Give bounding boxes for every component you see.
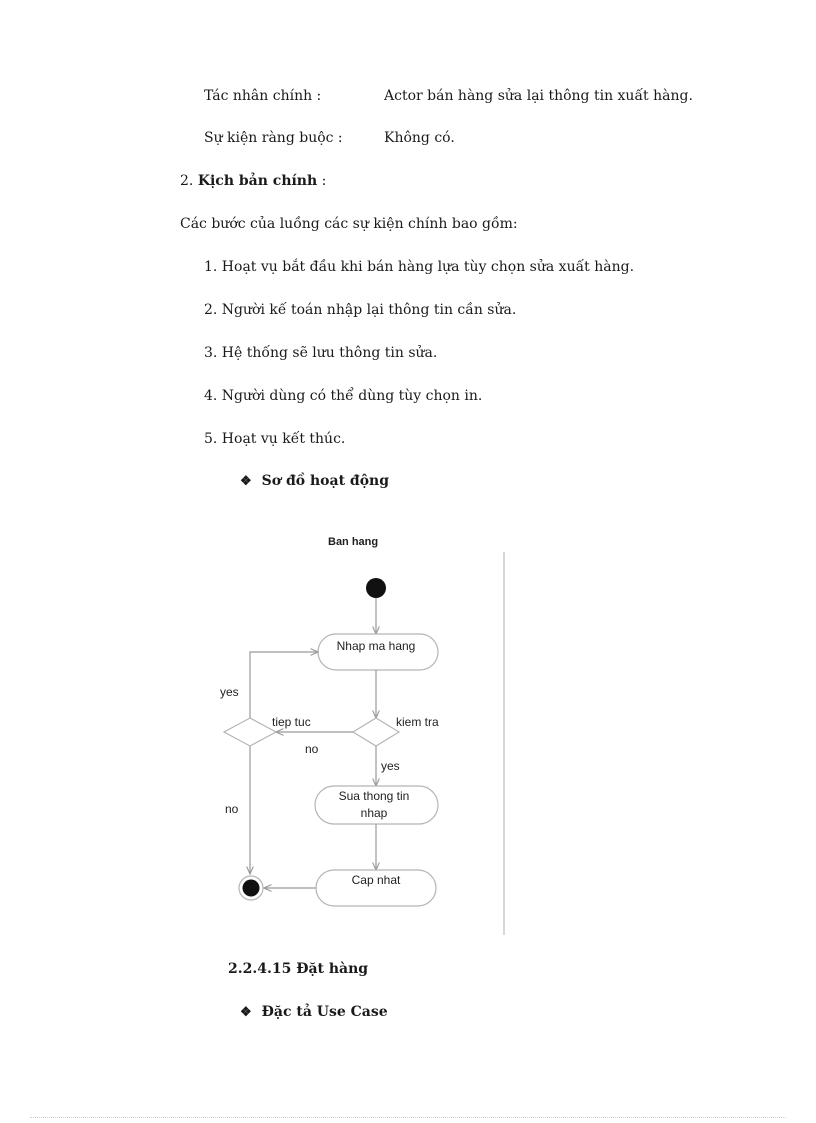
decision-continue-label: tiep tuc <box>272 715 311 729</box>
swimlane-title: Ban hang <box>328 536 379 548</box>
guard-continue-no: no <box>225 802 239 816</box>
page-bottom-rule <box>30 1117 786 1118</box>
decision-check <box>353 718 399 746</box>
section-title: Kịch bản chính <box>197 173 318 189</box>
activity-update-label: Cap nhat <box>351 873 401 887</box>
field-value-main-actor: Actor bán hàng sửa lại thông tin xuất hàng. <box>384 88 693 104</box>
subsection-heading: 2.2.4.15 Đặt hàng <box>228 961 369 977</box>
decision-continue <box>224 718 276 746</box>
field-label-constraint: Sự kiện ràng buộc : <box>204 130 343 146</box>
bullet-activity-text: Sơ đồ hoạt động <box>261 473 390 489</box>
step-item: 5. Hoạt vụ kết thúc. <box>204 431 346 447</box>
guard-check-no: no <box>305 742 319 756</box>
section-number: 2. <box>180 173 194 189</box>
activity-enter-code-label: Nhap ma hang <box>336 639 416 653</box>
bullet-usecase-spec <box>240 1002 388 1023</box>
flow-continue-yes <box>250 652 318 718</box>
activity-edit-info-label-line1: Sua thong tin <box>338 789 410 803</box>
end-node-core <box>243 880 260 897</box>
step-item: 3. Hệ thống sẽ lưu thông tin sửa. <box>204 345 438 361</box>
bullet-usecase-text: Đặc tả Use Case <box>261 1004 388 1020</box>
decision-check-label: kiem tra <box>396 715 439 729</box>
four-diamond-bullet-icon: ❖ <box>240 474 252 489</box>
four-diamond-bullet-icon: ❖ <box>240 1005 252 1020</box>
guard-check-yes: yes <box>381 759 400 773</box>
steps-intro: Các bước của luồng các sự kiện chính bao gồm: <box>180 216 518 232</box>
guard-continue-yes: yes <box>220 685 239 699</box>
step-item: 1. Hoạt vụ bắt đầu khi bán hàng lựa tùy chọn sửa xuất hàng. <box>204 259 635 275</box>
start-node <box>366 578 386 598</box>
field-label-main-actor: Tác nhân chính : <box>204 88 322 104</box>
field-value-constraint: Không có. <box>384 130 455 146</box>
step-item: 4. Người dùng có thể dùng tùy chọn in. <box>204 388 483 404</box>
section-suffix: : <box>317 173 327 189</box>
activity-edit-info-label-line2: nhap <box>360 806 388 820</box>
step-item: 2. Người kế toán nhập lại thông tin cần sửa. <box>204 302 517 318</box>
